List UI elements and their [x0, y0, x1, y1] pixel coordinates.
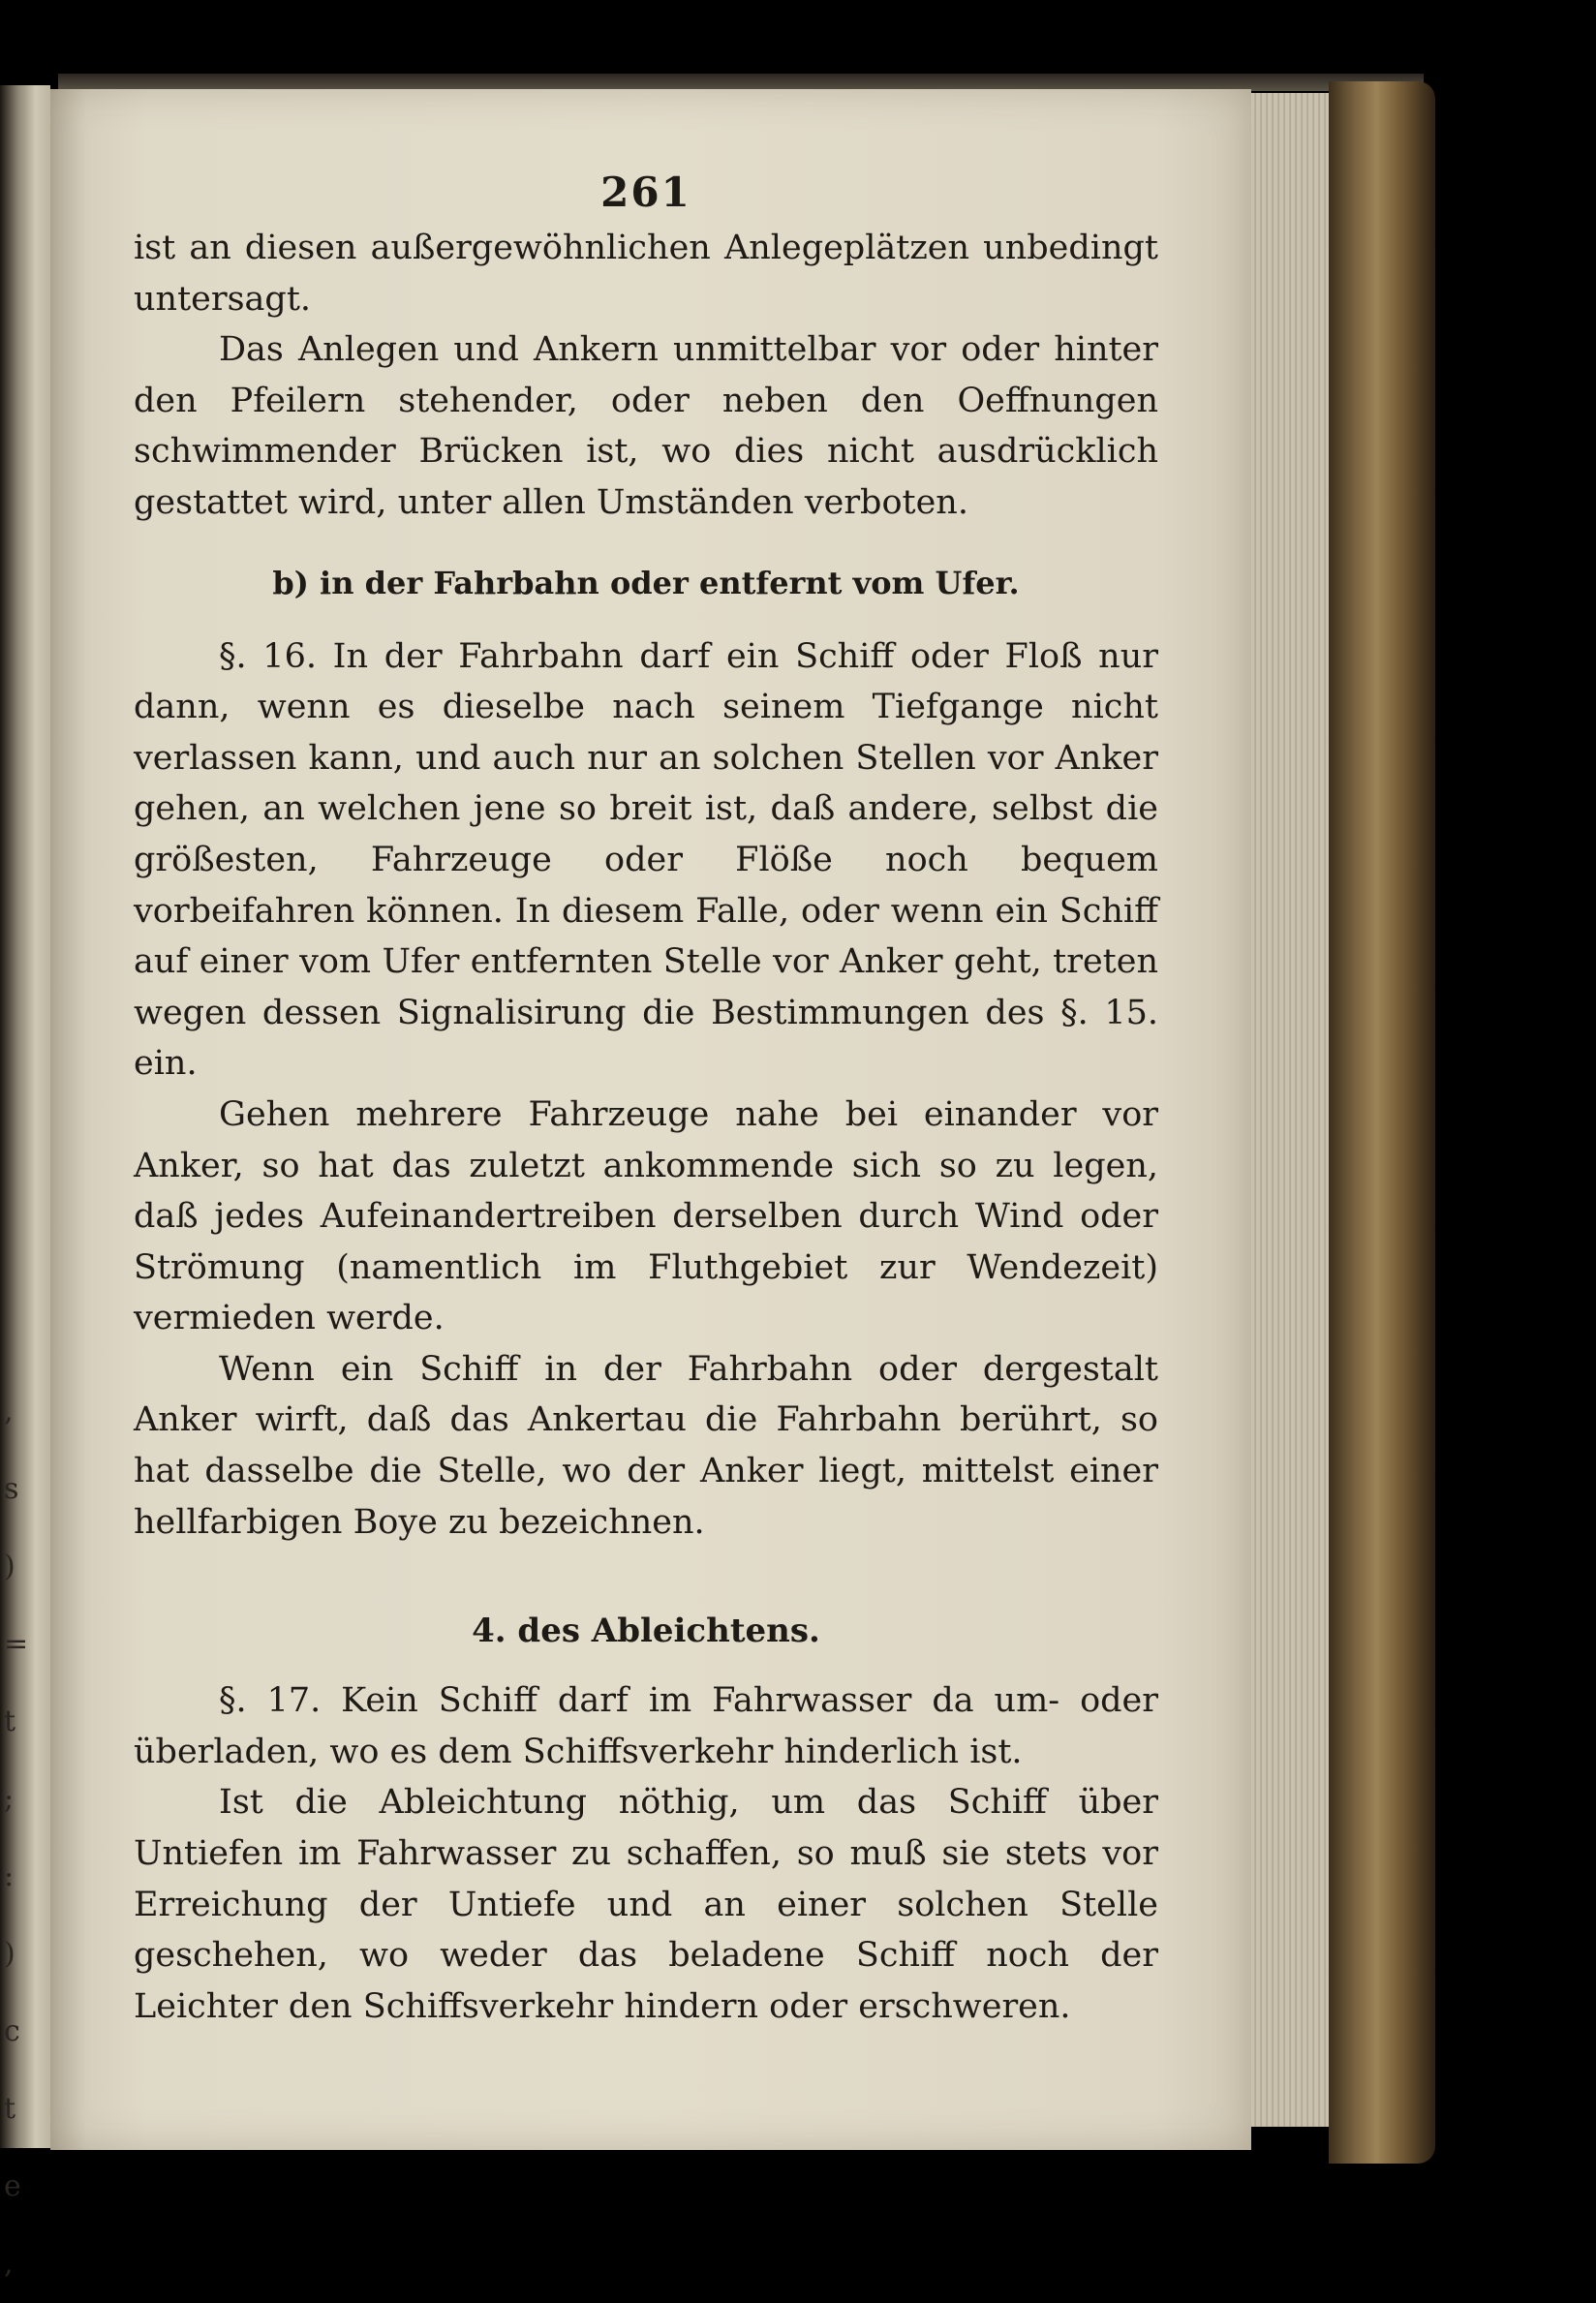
left-fragment: )	[4, 1550, 15, 1583]
left-fragment: ,	[4, 1395, 14, 1428]
paragraph-multiple-vessels: Gehen mehrere Fahrzeuge nahe bei einander vor Anker, so hat das zuletzt ankommende sich so zu legen, daß jedes Aufeinandertreiben derselben durch Wind oder Strömung (namentlich im Fluthgebiet zur Wendezeit) vermieden werde.	[134, 1094, 1158, 1338]
left-fragment: c	[4, 2014, 20, 2048]
page-number: 261	[600, 169, 691, 216]
paragraph-anchor-buoy: Wenn ein Schiff in der Fahrbahn oder dergestalt Anker wirft, daß das Ankertau die Fahrbahn berührt, so hat dasselbe die Stelle, wo der Anker liegt, mittelst einer hellfarbigen Boye zu bezeichnen.	[134, 1349, 1158, 1542]
paragraph-section-17: §. 17. Kein Schiff darf im Fahrwasser da um- oder überladen, wo es dem Schiffsverkehr hinderlich ist.	[134, 1681, 1158, 1771]
paragraph-anchoring-bridges: Das Anlegen und Ankern unmittelbar vor oder hinter den Pfeilern stehender, oder neben den Oeffnungen schwimmender Brücken ist, wo dies nicht ausdrücklich gestattet wird, unter allen Umständen verboten.	[134, 330, 1158, 522]
left-fragment: t	[4, 2092, 16, 2126]
paragraph-lightering-rule: Ist die Ableichtung nöthig, um das Schiff über Untiefen im Fahrwasser zu schaffen, so muß sie stets vor Erreichung der Untiefe und an einer solchen Stelle geschehen, wo weder das beladene Schiff noch der Leichter den Schiffsverkehr hindern oder erschweren.	[134, 1783, 1158, 2026]
leather-cover	[1329, 81, 1435, 2164]
left-fragment: e	[4, 2169, 21, 2203]
left-fragment: ,	[4, 2247, 14, 2281]
page-content	[134, 145, 1158, 2032]
section-heading-lightering: 4. des Ableichtens.	[472, 1612, 820, 1651]
subheading-fairway: b) in der Fahrbahn oder entfernt vom Ufer.	[272, 564, 1020, 601]
left-fragment: )	[4, 1937, 15, 1971]
left-fragment: t	[4, 1704, 16, 1738]
left-fragment: :	[4, 1859, 15, 1893]
left-fragment: s	[4, 1472, 19, 1506]
left-page-edge	[0, 85, 50, 2281]
page-block-edges	[1251, 93, 1329, 2127]
paragraph-section-16: §. 16. In der Fahrbahn darf ein Schiff oder Floß nur dann, wenn es dieselbe nach seinem Tiefgange nicht verlassen kann, und auch nur an solchen Stellen vor Anker gehen, an welchen jene so breit ist, daß andere, selbst die größesten, Fahrzeuge oder Flöße noch bequem vorbeifahren können. In diesem Falle, oder wenn ein Schiff auf einer vom Ufer entfernten Stelle vor Anker geht, treten wegen dessen Signalisirung die Bestimmungen des §. 15. ein.	[134, 636, 1158, 1084]
left-fragment: =	[4, 1627, 29, 1661]
paragraph-continuation: ist an diesen außergewöhnlichen Anlegeplätzen unbedingt untersagt.	[134, 229, 1158, 319]
left-fragment: ;	[4, 1782, 15, 1816]
left-page-fragments	[4, 1373, 29, 2303]
